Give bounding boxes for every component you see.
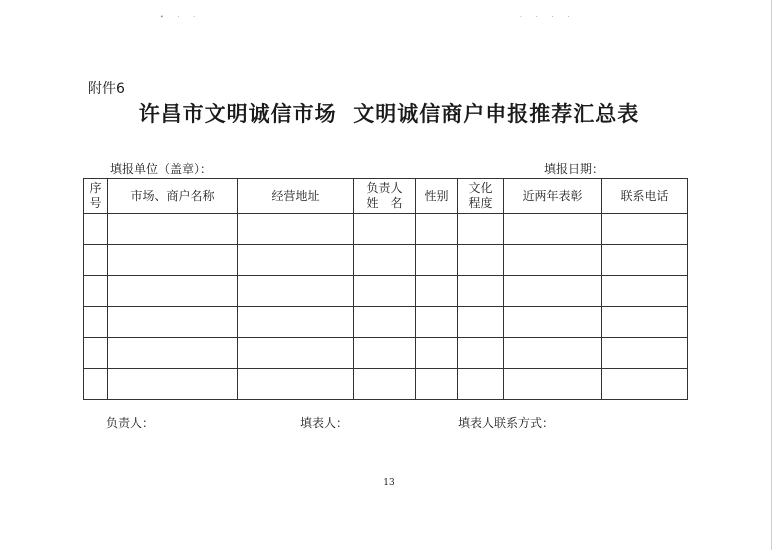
summary-table (83, 178, 688, 400)
page-title: 许昌市文明诚信市场 文明诚信商户申报推荐汇总表 (138, 101, 640, 126)
table-row (84, 245, 688, 276)
table-cell (416, 369, 458, 400)
fill-unit-label: 填报单位（盖章）： (110, 162, 213, 176)
table-row (84, 214, 688, 245)
table-cell (504, 276, 602, 307)
table-cell (458, 307, 504, 338)
table-cell (108, 214, 238, 245)
table-cell (238, 369, 354, 400)
col-recent-commendations: 近两年表彰 (504, 179, 602, 214)
page-edge-shadow (771, 0, 772, 550)
table-cell (602, 338, 688, 369)
table-cell (84, 245, 108, 276)
responsible-label: 负责人： (106, 416, 155, 430)
table-cell (84, 307, 108, 338)
table-row (84, 307, 688, 338)
table-cell (458, 245, 504, 276)
table-cell (504, 369, 602, 400)
table-cell (238, 214, 354, 245)
table-cell (354, 214, 416, 245)
table-cell (84, 338, 108, 369)
table-cell (458, 369, 504, 400)
table-cell (602, 245, 688, 276)
filler-contact-label: 填表人联系方式： (458, 416, 555, 430)
col-contact-phone: 联系电话 (602, 179, 688, 214)
scan-specks-left: • · · (160, 14, 202, 21)
scan-specks-right: · · · · (520, 14, 576, 21)
table-cell (354, 276, 416, 307)
table-cell (458, 338, 504, 369)
table-cell (238, 276, 354, 307)
table-cell (416, 307, 458, 338)
page-number: 13 (383, 478, 395, 488)
table-cell (504, 214, 602, 245)
table-cell (238, 338, 354, 369)
col-market-merchant-name: 市场、商户名称 (108, 179, 238, 214)
col-seq: 序 号 (84, 179, 108, 214)
table-cell (84, 276, 108, 307)
table-cell (504, 307, 602, 338)
table-cell (238, 245, 354, 276)
table-row (84, 276, 688, 307)
table-row (84, 369, 688, 400)
table-cell (108, 369, 238, 400)
col-person-in-charge: 负责人 姓 名 (354, 179, 416, 214)
attachment-label: 附件6 (88, 81, 125, 97)
table-cell (458, 276, 504, 307)
table-cell (602, 307, 688, 338)
table-cell (458, 214, 504, 245)
table-cell (416, 276, 458, 307)
table-cell (504, 245, 602, 276)
table-cell (238, 307, 354, 338)
table-cell (416, 245, 458, 276)
filler-label: 填表人： (300, 416, 349, 430)
table-cell (504, 338, 602, 369)
table-cell (602, 369, 688, 400)
table-body (84, 214, 688, 400)
col-education: 文化 程度 (458, 179, 504, 214)
table-cell (108, 338, 238, 369)
col-gender: 性别 (416, 179, 458, 214)
table-cell (108, 307, 238, 338)
col-business-address: 经营地址 (238, 179, 354, 214)
table-cell (354, 245, 416, 276)
table-cell (84, 214, 108, 245)
table-cell (354, 307, 416, 338)
table-cell (602, 276, 688, 307)
table-cell (84, 369, 108, 400)
table-cell (354, 369, 416, 400)
table-cell (108, 276, 238, 307)
table-row (84, 338, 688, 369)
table-cell (602, 214, 688, 245)
table-header-row (84, 179, 688, 214)
fill-date-label: 填报日期： (544, 162, 605, 176)
table-cell (108, 245, 238, 276)
table-cell (416, 338, 458, 369)
table-cell (354, 338, 416, 369)
table-cell (416, 214, 458, 245)
